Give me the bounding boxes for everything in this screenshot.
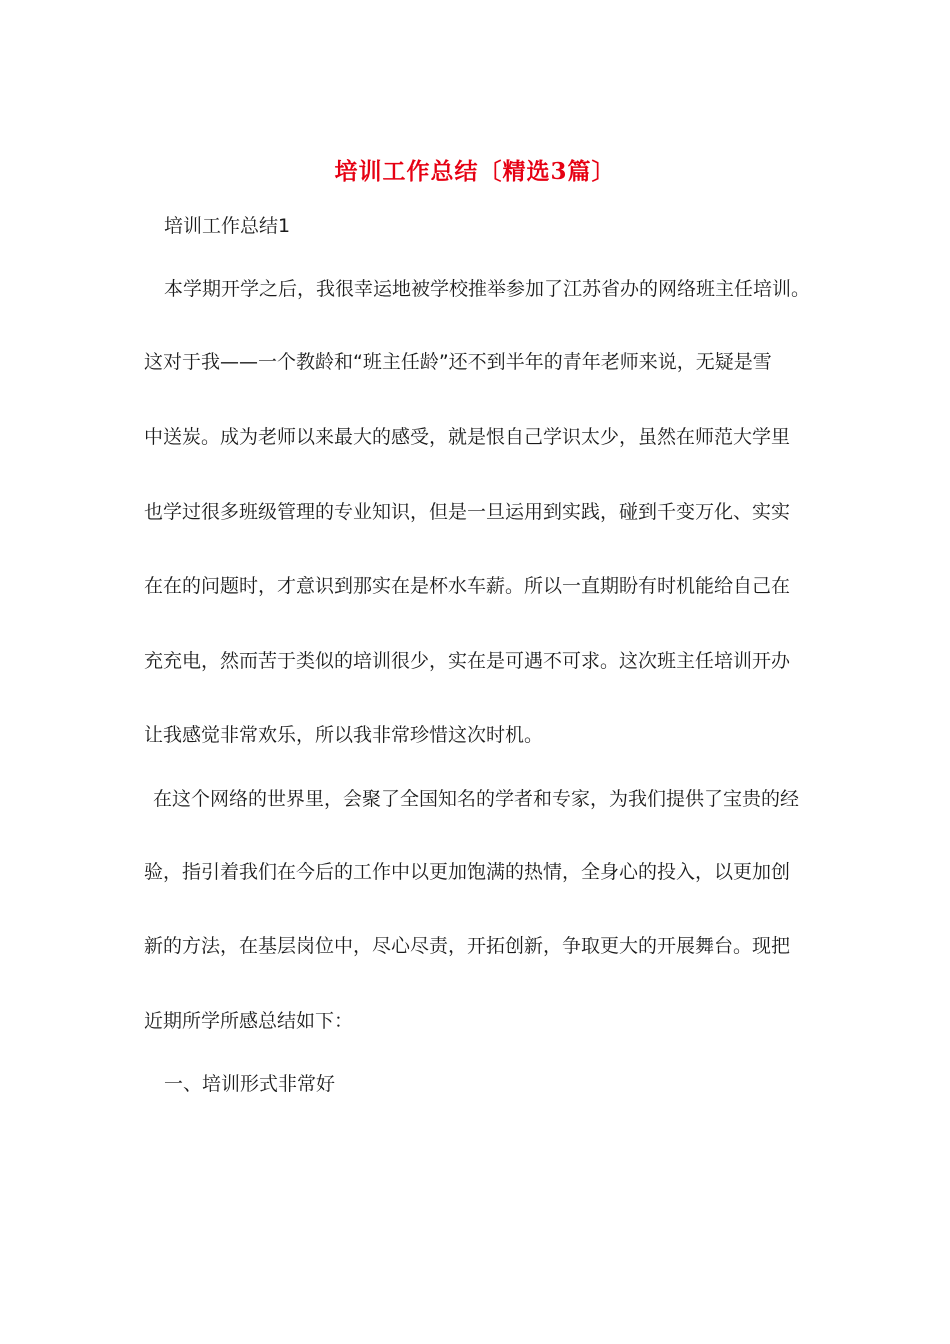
paragraph-2-line-4: 近期所学所感总结如下： [144, 1010, 354, 1032]
section-heading: 培训工作总结1 [164, 215, 291, 237]
paragraph-2-line-1: 在这个网络的世界里，会聚了全国知名的学者和专家，为我们提供了宝贵的经 [153, 788, 800, 810]
paragraph-1-line-3: 中送炭。成为老师以来最大的感受，就是恨自己学识太少，虽然在师范大学里 [144, 426, 791, 448]
document-title: 培训工作总结〔精选3篇〕 [334, 158, 616, 185]
paragraph-1-line-6: 充充电，然而苦于类似的培训很少，实在是可遇不可求。这次班主任培训开办 [144, 650, 791, 672]
paragraph-1-line-2: 这对于我——一个教龄和“班主任龄”还不到半年的青年老师来说，无疑是雪 [144, 351, 772, 373]
paragraph-1-line-7: 让我感觉非常欢乐，所以我非常珍惜这次时机。 [144, 724, 544, 746]
paragraph-1-line-1: 本学期开学之后，我很幸运地被学校推举参加了江苏省办的网络班主任培训。 [164, 278, 811, 300]
paragraph-2-line-2: 验，指引着我们在今后的工作中以更加饱满的热情，全身心的投入，以更加创 [144, 861, 791, 883]
paragraph-1-line-5: 在在的问题时，才意识到那实在是杯水车薪。所以一直期盼有时机能给自己在 [144, 575, 791, 597]
paragraph-2-line-3: 新的方法，在基层岗位中，尽心尽责，开拓创新，争取更大的开展舞台。现把 [144, 935, 791, 957]
paragraph-1-line-4: 也学过很多班级管理的专业知识，但是一旦运用到实践，碰到千变万化、实实 [144, 501, 791, 523]
subheading-training-format: 一、培训形式非常好 [164, 1073, 336, 1095]
